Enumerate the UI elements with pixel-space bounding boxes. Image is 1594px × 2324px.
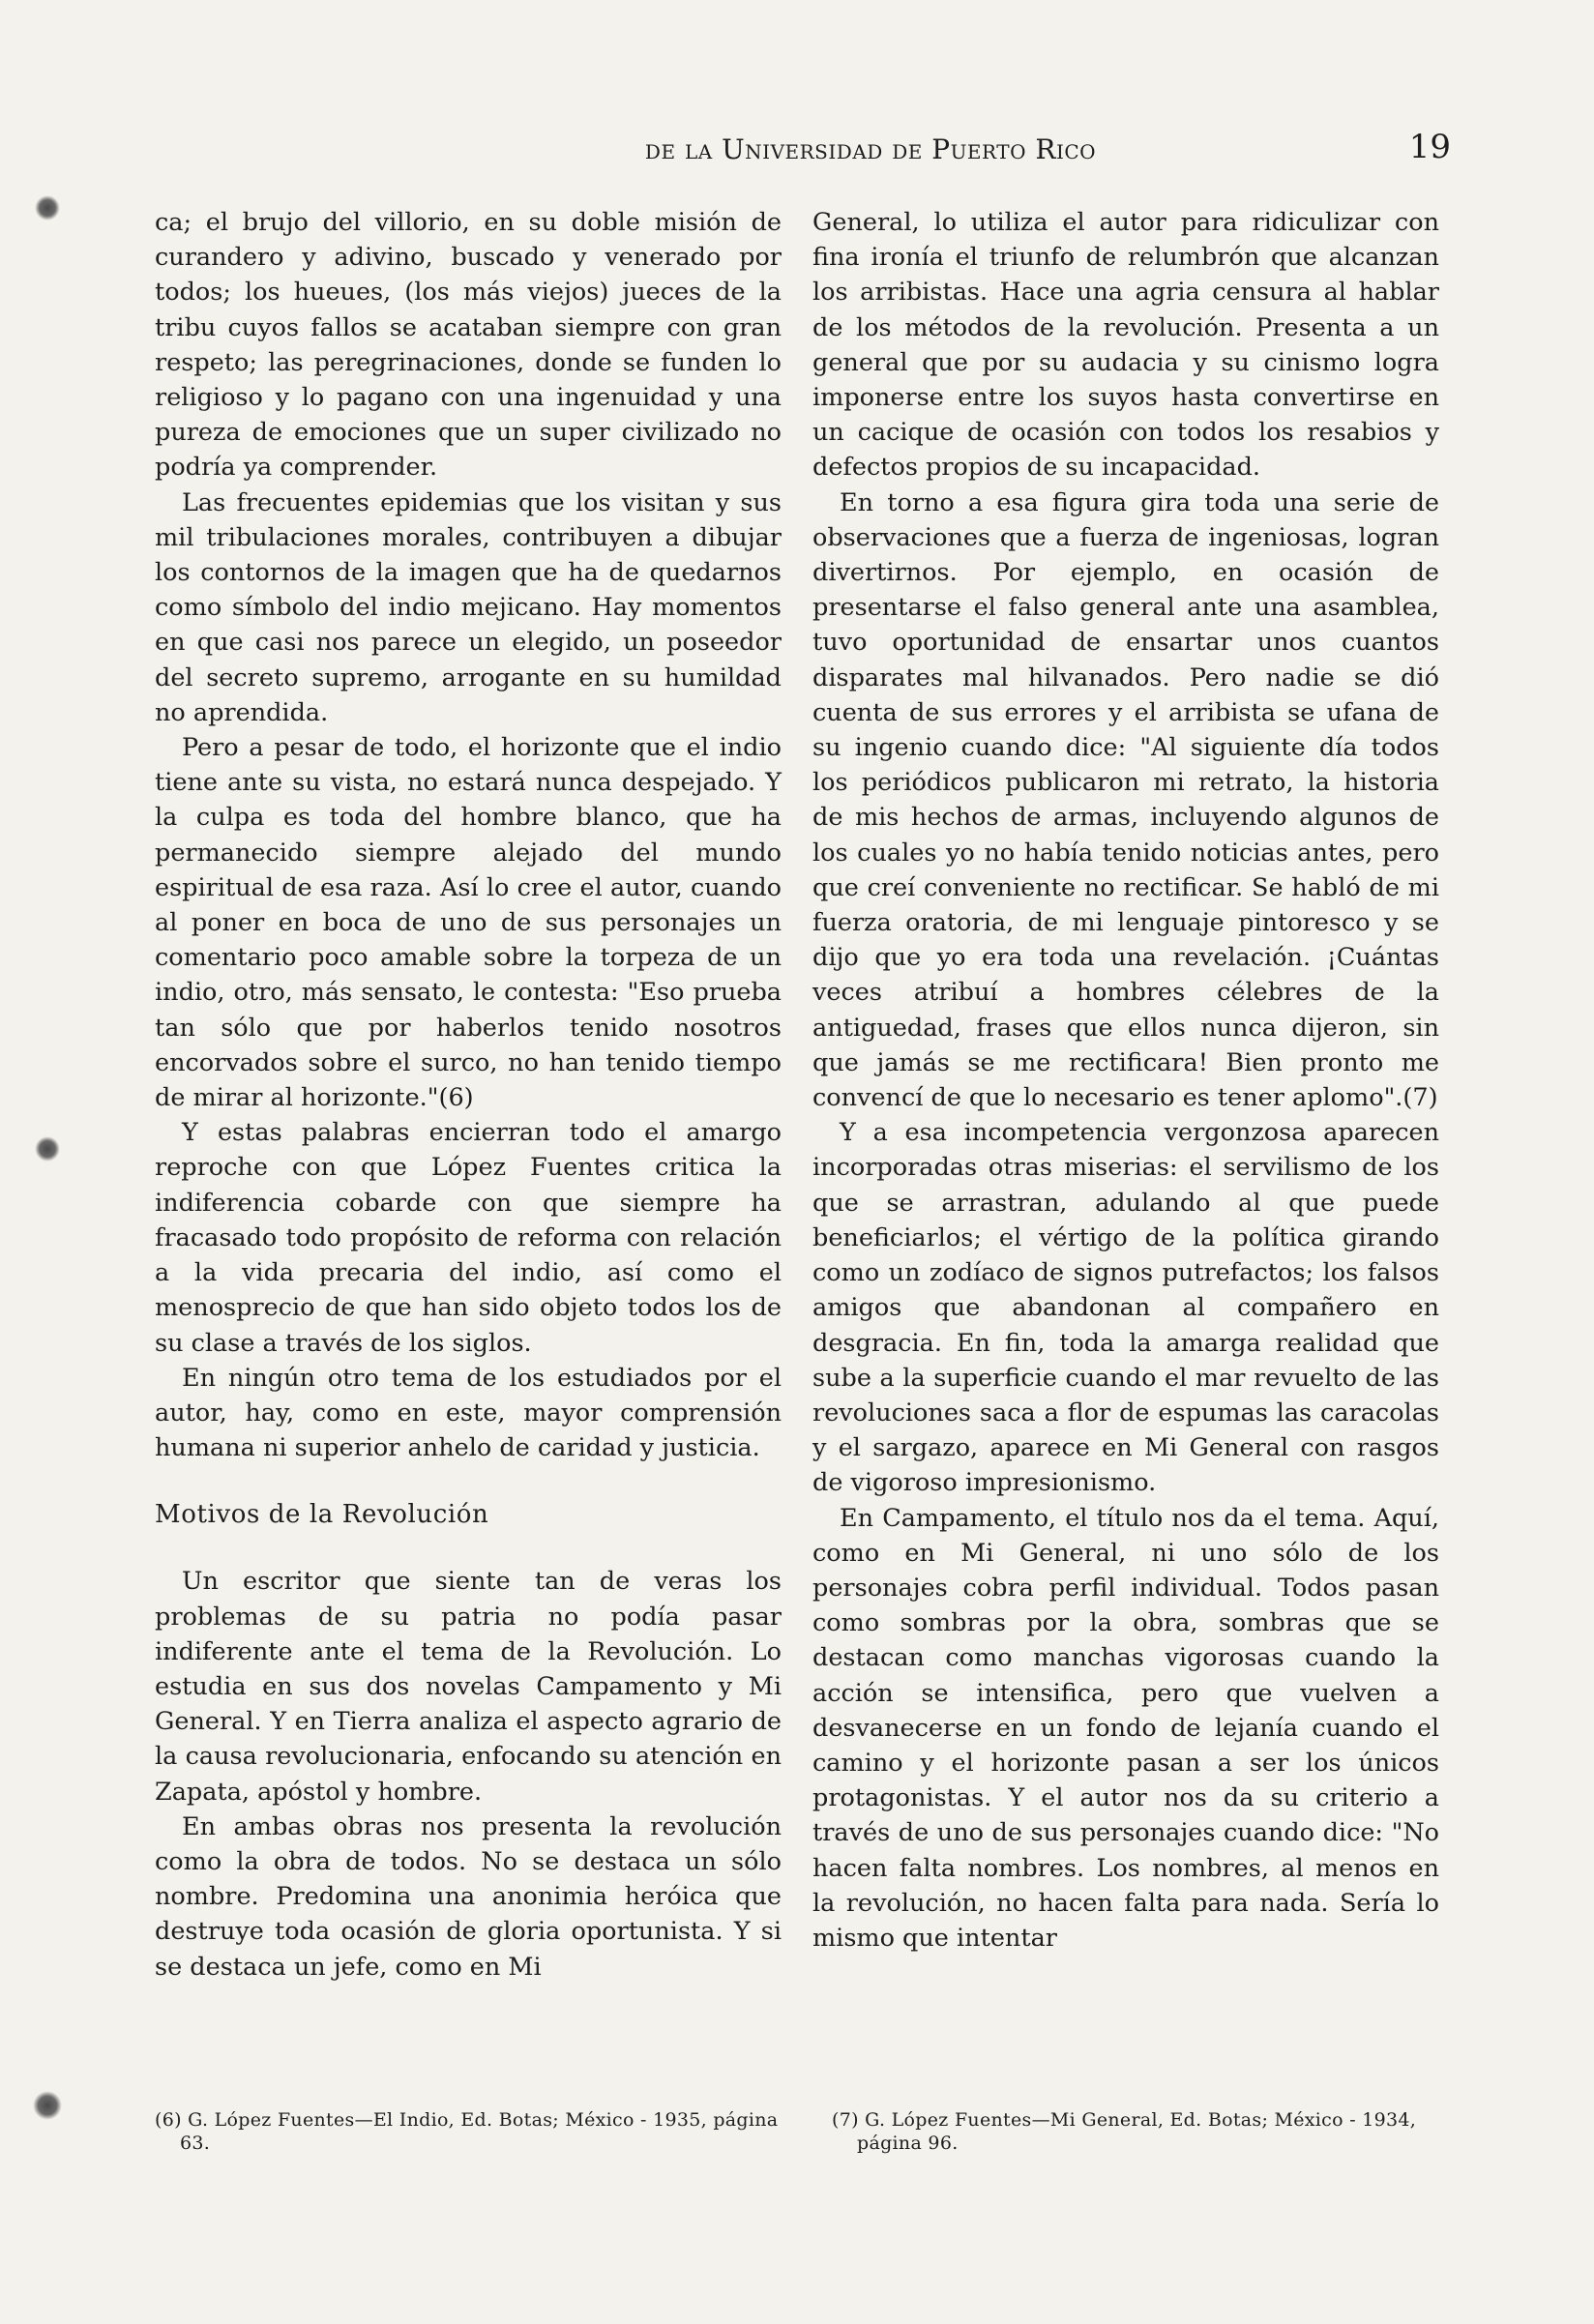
section-heading: Motivos de la Revolución bbox=[155, 1500, 489, 1530]
paragraph: En Campamento, el título nos da el tema. Aquí, como en Mi General, ni uno sólo de los personajes cobra perfil individual. Todos pasan como sombras por la obra, sombras que se destacan como manchas vigorosas cuando la acción se intensifica, pero que vuelven a desvanecerse en un fondo de lejanía cuando el camino y el horizonte pasan a ser los únicos protagonistas. Y el autor nos da su criterio a través de uno de sus personajes cuando dice: "No hacen falta nombres. Los nombres, al menos en la revolución, no hacen falta para nada. Sería lo mismo que intentar bbox=[812, 1503, 1439, 1953]
paragraph: En torno a esa figura gira toda una serie de observaciones que a fuerza de ingeniosas, logran divertirnos. Por ejemplo, en ocasión de presentarse el falso general ante una asamblea, tuvo oportunidad de ensartar unos cuantos disparates mal hilvanados. Pero nadie se dió cuenta de sus errores y el arribista se ufana de su ingenio cuando dice: "Al siguiente día todos los periódicos publicaron mi retrato, la historia de mis hechos de armas, incluyendo algunos de los cuales yo no había tenido noticias antes, pero que creí conveniente no rectificar. Se habló de mi fuerza oratoria, de mi lenguaje pintoresco y se dijo que yo era toda una revelación. ¡Cuántas veces atribuí a hombres célebres de la antiguedad, frases que ellos nunca dijeron, sin que jamás se me rectificara! Bien pronto me convencí de que lo necesario es tener aplomo".(7) bbox=[812, 487, 1439, 1113]
footnote-text: (6) G. López Fuentes—El Indio, Ed. Botas; México - 1935, página 63. bbox=[155, 2109, 779, 2154]
footnote-right bbox=[832, 2108, 1459, 2155]
paragraph: Pero a pesar de todo, el horizonte que el indio tiene ante su vista, no estará nunca despejado. Y la culpa es toda del hombre blanco, que ha permanecido siempre alejado del mundo espiritual de esa raza. Así lo cree el autor, cuando al poner en boca de uno de sus personajes un comentario poco amable sobre la torpeza de un indio, otro, más sensato, le contesta: "Eso prueba tan sólo que por haberlos tenido nosotros encorvados sobre el surco, no han tenido tiempo de mirar al horizonte."(6) bbox=[155, 733, 782, 1113]
ink-mark-bottom bbox=[33, 2091, 62, 2120]
paragraph: ca; el brujo del villorio, en su doble misión de curandero y adivino, buscado y venerado por todos; los hueues, (los más viejos) jueces de la tribu cuyos fallos se acataban siempre con gran respeto; las peregrinaciones, donde se funden lo religioso y lo pagano con una ingenuidad y una pureza de emociones que un super civilizado no podría ya comprender. bbox=[155, 208, 782, 483]
paragraph: Y a esa incompetencia vergonzosa aparecen incorporadas otras miserias: el servilismo de los que se arrastran, adulando al que puede beneficiarlos; el vértigo de la política girando como un zodíaco de signos putrefactos; los falsos amigos que abandonan al compañero en desgracia. En fin, toda la amarga realidad que sube a la superficie cuando el mar revuelto de las revoluciones saca a flor de espumas las caracolas y el sargazo, aparece en Mi General con rasgos de vigoroso impresionismo. bbox=[812, 1118, 1439, 1498]
page-number: 19 bbox=[1408, 128, 1451, 166]
ink-mark-top bbox=[35, 195, 60, 221]
right-column bbox=[812, 205, 1439, 1956]
ink-mark-middle bbox=[35, 1136, 60, 1162]
paragraph: En ningún otro tema de los estudiados por el autor, hay, como en este, mayor comprensión humana ni superior anhelo de caridad y justicia. bbox=[155, 1363, 782, 1463]
footnote-text: (7) G. López Fuentes—Mi General, Ed. Botas; México - 1934, página 96. bbox=[832, 2109, 1417, 2154]
footnote-left bbox=[155, 2108, 782, 2155]
left-column bbox=[155, 205, 782, 1985]
paragraph: Las frecuentes epidemias que los visitan y sus mil tribulaciones morales, contribuyen a dibujar los contornos de la imagen que ha de quedarnos como símbolo del indio mejicano. Hay momentos en que casi nos parece un elegido, un poseedor del secreto supremo, arrogante en su humildad no aprendida. bbox=[155, 487, 782, 727]
paragraph: Y estas palabras encierran todo el amargo reproche con que López Fuentes critica la indiferencia cobarde con que siempre ha fracasado todo propósito de reforma con relación a la vida precaria del indio, así como el menosprecio de que han sido objeto todos los de su clase a través de los siglos. bbox=[155, 1118, 782, 1358]
page-header bbox=[155, 128, 1509, 172]
paragraph: General, lo utiliza el autor para ridiculizar con fina ironía el triunfo de relumbrón que alcanzan los arribistas. Hace una agria censura al hablar de los métodos de la revolución. Presenta a un general que por su audacia y su cinismo logra imponerse entre los suyos hasta convertirse en un cacique de ocasión con todos los resabios y defectos propios de su incapacidad. bbox=[812, 208, 1439, 483]
paragraph: Un escritor que siente tan de veras los problemas de su patria no podía pasar indiferente ante el tema de la Revolución. Lo estudia en sus dos novelas Campamento y Mi General. Y en Tierra analiza el aspecto agrario de la causa revolucionaria, enfocando su atención en Zapata, apóstol y hombre. bbox=[155, 1567, 782, 1807]
paragraph: En ambas obras nos presenta la revolución como la obra de todos. No se destaca un sólo nombre. Predomina una anonimia heróica que destruye toda ocasión de gloria oportunista. Y si se destaca un jefe, como en Mi bbox=[155, 1811, 782, 1982]
running-title: de la Universidad de Puerto Rico bbox=[644, 133, 1097, 165]
